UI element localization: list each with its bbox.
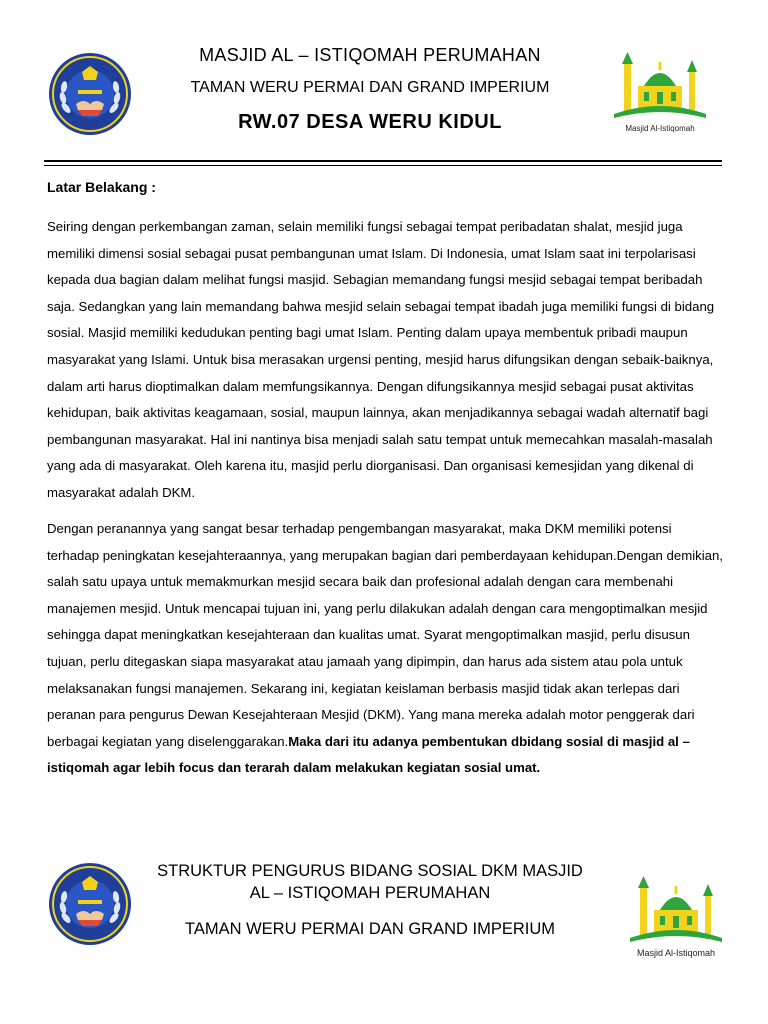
structure-title-line-1: STRUKTUR PENGURUS BIDANG SOSIAL DKM MASJID	[157, 862, 583, 880]
paragraph-1: Seiring dengan perkembangan zaman, selain memiliki fungsi sebagai tempat peribadatan shalat, mesjid juga memiliki dimensi sosial sebagai pusat pembangunan umat Islam. Di Indonesia, umat Islam saat ini terpolarisasi kepada dua bagian dalam melihat fungsi masjid. Sebagian memandang fungsi mesjid sebagai tempat beribadah saja. Sedangkan yang lain memandang bahwa mesjid selain sebagai tempat ibadah juga memiliki fungsi di bidang sosial. Masjid memiliki kedudukan penting bagi umat Islam. Penting dalam upaya membentuk pribadi maupun masyarakat yang Islami. Untuk bisa merasakan urgensi penting, mesjid harus difungsikan dengan sebaik-baiknya, dalam arti harus dioptimalkan dalam memfungsikannya. Dengan difungsikannya mesjid sebagai pusat aktivitas kehidupan, baik aktivitas keagamaan, sosial, maupun lainnya, akan menjadikannya sebagai wadah alternatif bagi pembangunan masyarakat. Hal ini nantinya bisa menjadi salah satu tempat untuk memecahkan masalah-masalah yang ada di masyarakat. Oleh karena itu, masjid perlu diorganisasi. Dan organisasi kemesjidan yang dikenal di masyarakat adalah DKM.	[47, 219, 715, 500]
structure-title-block	[140, 860, 600, 940]
letterhead-line-2: TAMAN WERU PERMAI DAN GRAND IMPERIUM	[190, 79, 550, 96]
mosque-logo-icon	[610, 48, 710, 138]
community-seal-icon	[48, 862, 132, 946]
header-rule-thin	[44, 165, 722, 166]
paragraph-2	[47, 516, 727, 782]
letterhead-title-block	[140, 44, 600, 134]
letterhead	[0, 38, 768, 158]
mosque-logo-icon	[626, 872, 726, 962]
structure-title-line-3: TAMAN WERU PERMAI DAN GRAND IMPERIUM	[184, 920, 556, 938]
right-logo-caption: Masjid Al-Istiqomah	[625, 124, 695, 133]
paragraph-2-text: Dengan peranannya yang sangat besar terhadap pengembangan masyarakat, maka DKM memiliki potensi terhadap peningkatan kesejahteraannya, yang merupakan bagian dari pemberdayaan kehidupan.Dengan demikian, salah satu upaya untuk memakmurkan mesjid secara baik dan profesional adalah dengan cara membenahi manajemen mesjid. Untuk mencapai tujuan ini, yang perlu dilakukan adalah dengan cara mengoptimalkan mesjid sehingga dapat meningkatkan kesejahteraan dan kualitas umat. Syarat mengoptimalkan masjid, perlu disusun tujuan, perlu ditegaskan siapa masyarakat atau jamaah yang dipimpin, dan harus ada sistem atau pola untuk melaksanakan fungsi manajemen. Sekarang ini, kegiatan keislaman berbasis masjid tidak akan terlepas dari peranan para pengurus Dewan Kesejahteraan Mesjid (DKM). Yang mana mereka adalah motor penggerak dari berbagai kegiatan yang diselenggarakan.	[47, 521, 723, 749]
letterhead-line-3: RW.07 DESA WERU KIDUL	[238, 111, 502, 133]
paragraph-2-bold-text: Maka dari itu adanya pembentukan dbidang sosial di masjid al – istiqomah agar lebih focus dan terarah dalam melakukan kegiatan sosial umat.	[47, 733, 690, 776]
structure-title-line-2: AL – ISTIQOMAH PERUMAHAN	[249, 884, 491, 902]
community-seal-icon	[48, 52, 132, 136]
letterhead-line-1: MASJID AL – ISTIQOMAH PERUMAHAN	[199, 45, 541, 65]
section-title: Latar Belakang :	[47, 179, 156, 195]
footer-right-logo-caption: Masjid Al-Istiqomah	[636, 948, 716, 958]
structure-heading-block	[0, 860, 768, 1010]
header-rule-thick	[44, 160, 722, 162]
